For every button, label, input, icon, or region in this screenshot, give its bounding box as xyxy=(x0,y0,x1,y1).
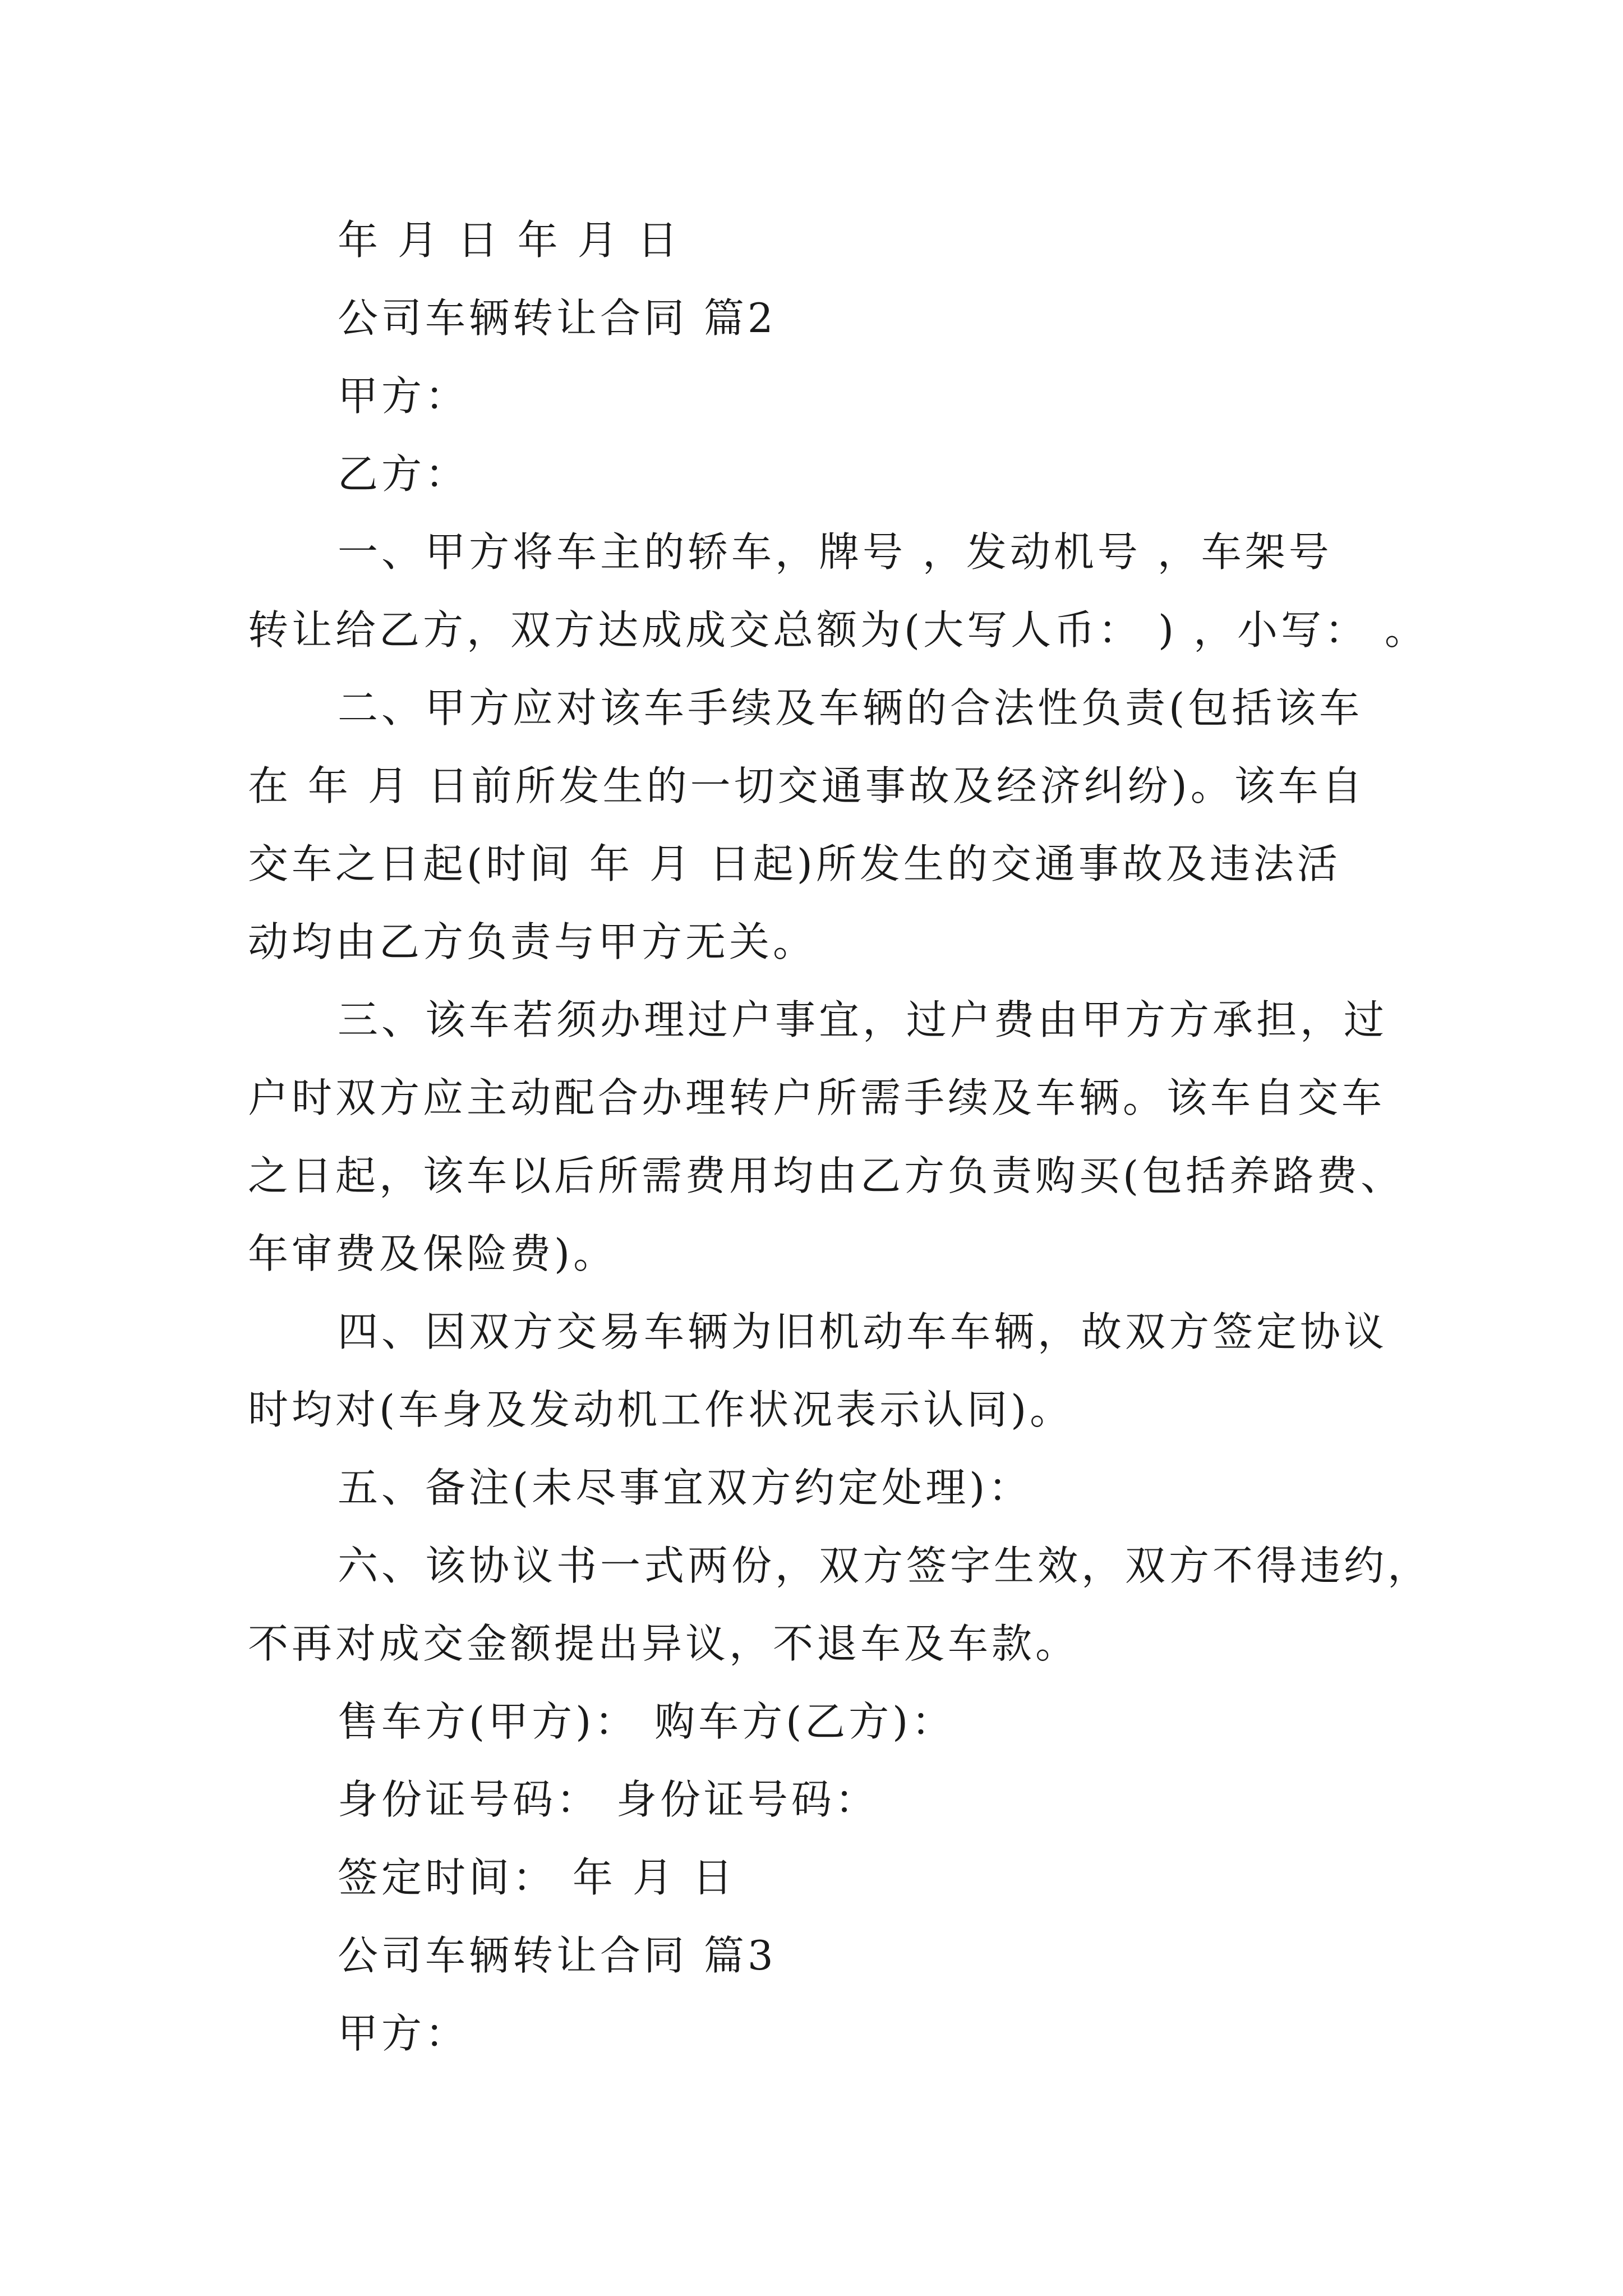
clause-6-line-2: 不再对成交金额提出异议，不退车及车款。 xyxy=(248,1620,1080,1667)
clause-4-line-2: 时均对(车身及发动机工作状况表示认同)。 xyxy=(248,1386,1074,1433)
date-line: 年 月 日 年 月 日 xyxy=(338,217,681,264)
clause-4-line-1: 四、因双方交易车辆为旧机动车车辆，故双方签定协议 xyxy=(338,1308,1388,1355)
clause-5: 五、备注(未尽事宜双方约定处理)： xyxy=(338,1464,1032,1511)
party-a-label: 甲方： xyxy=(338,372,469,420)
party-a-label-2: 甲方： xyxy=(338,2010,469,2057)
sign-date-line: 签定时间： 年 月 日 xyxy=(338,1854,736,1901)
party-b-label: 乙方： xyxy=(338,450,469,498)
id-number-line: 身份证号码： 身份证号码： xyxy=(338,1776,879,1823)
clause-3-line-4: 年审费及保险费)。 xyxy=(248,1230,617,1277)
clause-1-line-2: 转让给乙方，双方达成成交总额为(大写人币： ) ，小写： 。 xyxy=(248,606,1428,654)
clause-2-line-3: 交车之日起(时间 年 月 日起)所发生的交通事故及违法活 xyxy=(248,840,1341,887)
clause-2-line-1: 二、甲方应对该车手续及车辆的合法性负责(包括该车 xyxy=(338,684,1363,731)
clause-2-line-4: 动均由乙方负责与甲方无关。 xyxy=(248,918,817,965)
section-title-3: 公司车辆转让合同 篇3 xyxy=(338,1932,777,1979)
clause-3-line-2: 户时双方应主动配合办理转户所需手续及车辆。该车自交车 xyxy=(248,1074,1386,1121)
clause-3-line-1: 三、该车若须办理过户事宜，过户费由甲方方承担，过 xyxy=(338,996,1388,1043)
seller-buyer-line: 售车方(甲方)： 购车方(乙方)： xyxy=(338,1698,956,1745)
clause-1-line-1: 一、甲方将车主的轿车，牌号 ，发动机号 ，车架号 xyxy=(338,528,1332,576)
clause-3-line-3: 之日起，该车以后所需费用均由乙方负责购买(包括养路费、 xyxy=(248,1152,1405,1199)
section-title-2: 公司车辆转让合同 篇2 xyxy=(338,295,777,342)
clause-2-line-2: 在 年 月 日前所发生的一切交通事故及经济纠纷)。该车自 xyxy=(248,762,1366,809)
clause-6-line-1: 六、该协议书一式两份，双方签字生效，双方不得违约， xyxy=(338,1542,1432,1589)
